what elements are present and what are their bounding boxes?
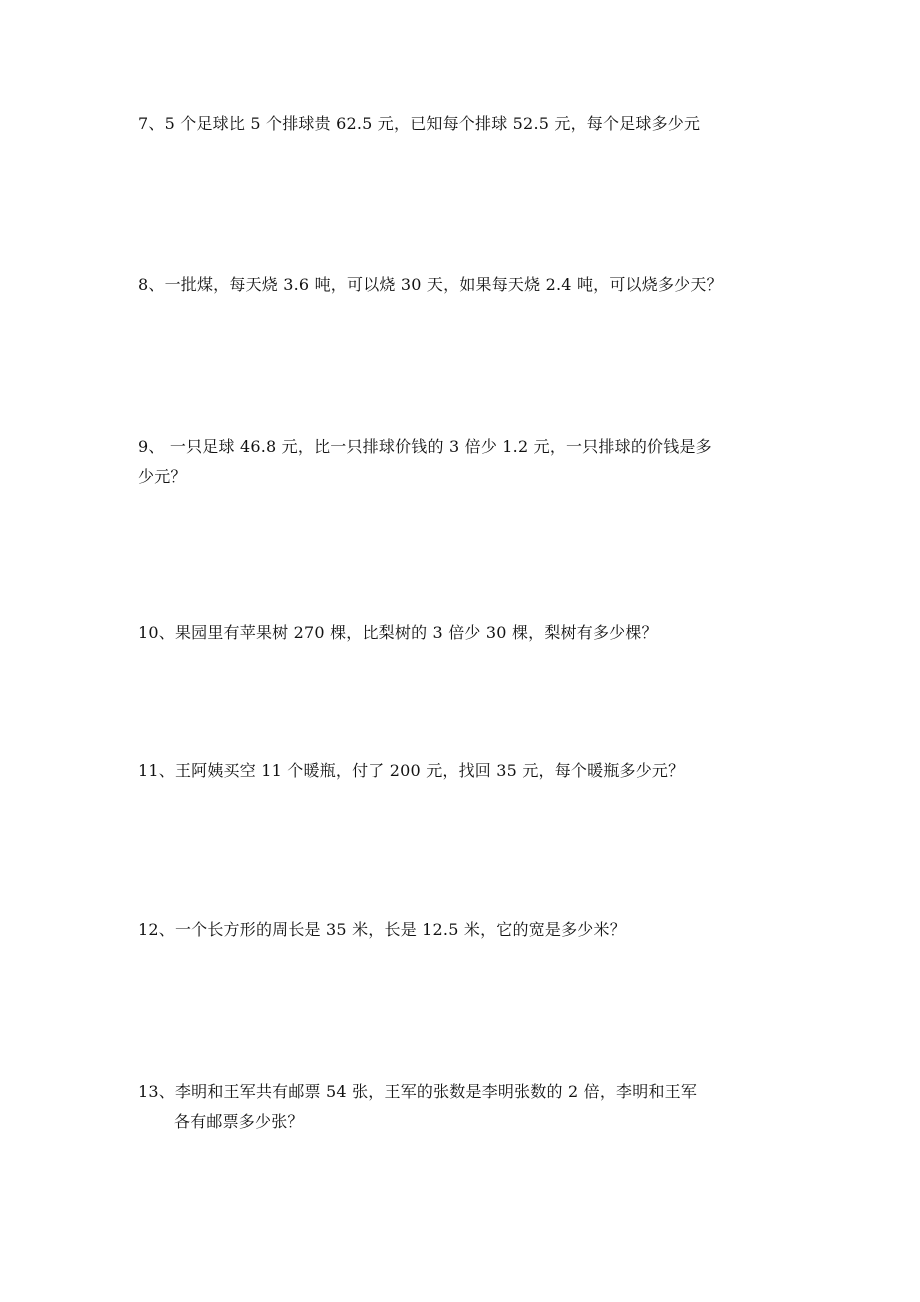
question-9 — [138, 432, 788, 492]
question-11 — [138, 756, 788, 786]
question-10-line-1: 10、果园里有苹果树 270 棵，比梨树的 3 倍少 30 棵，梨树有多少棵？ — [138, 623, 658, 642]
question-8 — [138, 270, 788, 300]
question-12-line-1: 12、一个长方形的周长是 35 米，长是 12.5 米，它的宽是多少米？ — [138, 920, 626, 939]
question-13-line-2: 各有邮票多少张？ — [174, 1112, 304, 1131]
question-9-line-2: 少元？ — [138, 467, 187, 486]
question-13 — [138, 1077, 788, 1137]
question-10 — [138, 618, 788, 648]
question-9-line-1: 9、 一只足球 46.8 元，比一只排球价钱的 3 倍少 1.2 元，一只排球的价钱是多 — [138, 437, 712, 456]
question-13-line-1: 13、李明和王军共有邮票 54 张，王军的张数是李明张数的 2 倍，李明和王军 — [138, 1082, 698, 1101]
question-12 — [138, 915, 788, 945]
question-7 — [138, 109, 788, 139]
question-8-line-1: 8、一批煤，每天烧 3.6 吨，可以烧 30 天，如果每天烧 2.4 吨，可以烧多少天？ — [138, 275, 723, 294]
question-7-line-1: 7、5 个足球比 5 个排球贵 62.5 元，已知每个排球 52.5 元，每个足球多少元 — [138, 114, 701, 133]
question-11-line-1: 11、王阿姨买空 11 个暖瓶，付了 200 元，找回 35 元，每个暖瓶多少元？ — [138, 761, 685, 780]
